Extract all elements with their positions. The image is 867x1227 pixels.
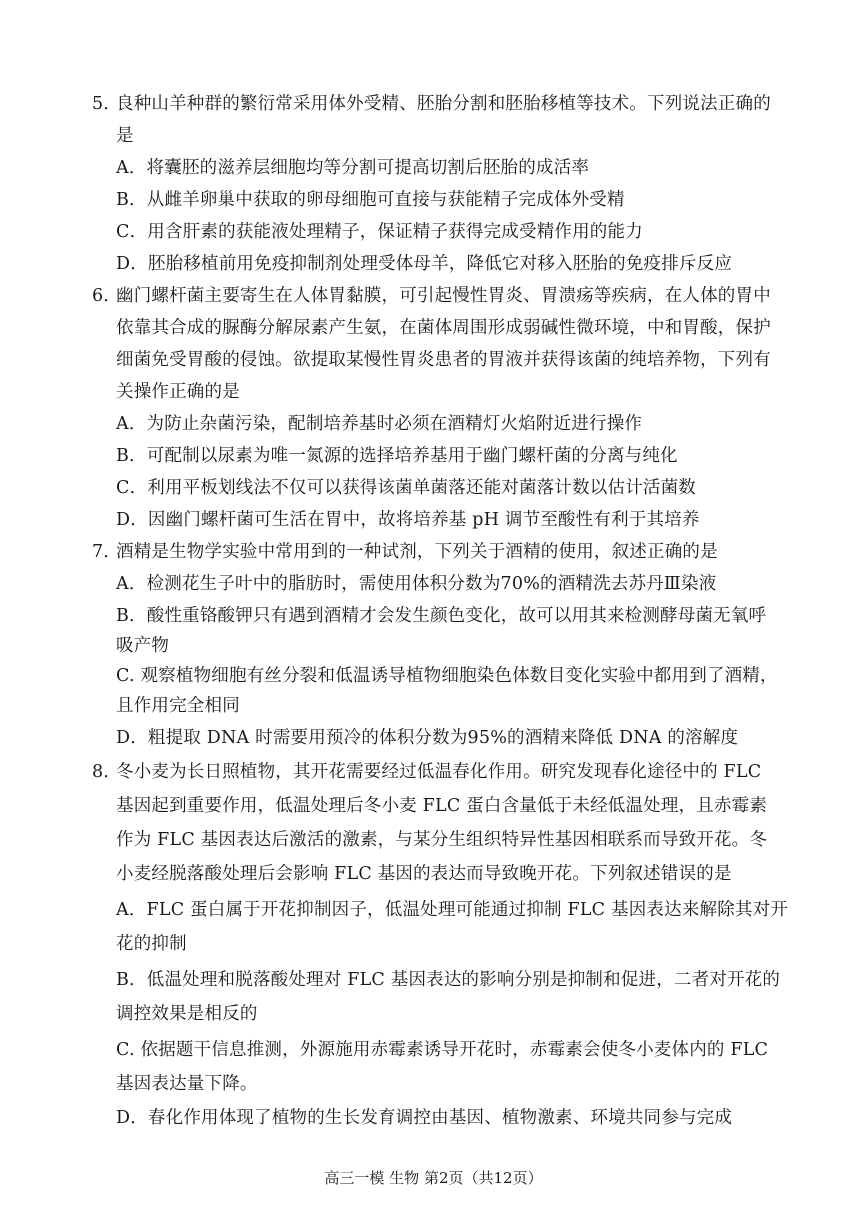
question-8-option-c-line-2: 基因表达量下降。	[116, 1074, 258, 1094]
question-7-option-d: D．粗提取 DNA 时需要用预冷的体积分数为95%的酒精来降低 DNA 的溶解度	[116, 728, 739, 748]
question-7-option-a: A．检测花生子叶中的脂肪时，需使用体积分数为70%的酒精洗去苏丹Ⅲ染液	[116, 574, 717, 594]
question-7-option-b-line-2: 吸产物	[116, 636, 170, 656]
question-5-option-b: B．从雌羊卵巢中获取的卵母细胞可直接与获能精子完成体外受精	[116, 190, 625, 210]
question-8-option-b-line-1: B．低温处理和脱落酸处理对 FLC 基因表达的影响分别是抑制和促进，二者对开花的	[116, 970, 781, 990]
question-8-option-c-line-1: C. 依据题干信息推测，外源施用赤霉素诱导开花时，赤霉素会使冬小麦体内的 FLC	[116, 1040, 769, 1060]
question-7-number: 7．	[92, 542, 122, 562]
question-8-stem-line-4: 小麦经脱落酸处理后会影响 FLC 基因的表达而导致晚开花。下列叙述错误的是	[116, 864, 732, 884]
question-7-option-c-line-1: C. 观察植物细胞有丝分裂和低温诱导植物细胞染色体数目变化实验中都用到了酒精，	[116, 666, 778, 686]
question-7-option-b-line-1: B．酸性重铬酸钾只有遇到酒精才会发生颜色变化，故可以用其来检测酵母菌无氧呼	[116, 606, 767, 626]
question-8-option-a-line-1: A．FLC 蛋白属于开花抑制因子，低温处理可能通过抑制 FLC 基因表达来解除其对开	[116, 900, 789, 920]
question-6-stem-line-3: 细菌免受胃酸的侵蚀。欲提取某慢性胃炎患者的胃液并获得该菌的纯培养物，下列有	[116, 350, 771, 370]
page-footer: 高三一模 生物 第2页（共12页）	[324, 1169, 543, 1187]
question-5-option-c: C．用含肝素的获能液处理精子，保证精子获得完成受精作用的能力	[116, 222, 643, 242]
question-6-stem-line-1: 幽门螺杆菌主要寄生在人体胃黏膜，可引起慢性胃炎、胃溃疡等疾病，在人体的胃中	[116, 286, 771, 306]
question-8-option-a-line-2: 花的抑制	[116, 934, 187, 954]
question-5-option-d: D．胚胎移植前用免疫抑制剂处理受体母羊，降低它对移入胚胎的免疫排斥反应	[116, 254, 733, 274]
question-5-stem-line-1: 良种山羊种群的繁衍常采用体外受精、胚胎分割和胚胎移植等技术。下列说法正确的	[116, 94, 771, 114]
question-6-option-b: B．可配制以尿素为唯一氮源的选择培养基用于幽门螺杆菌的分离与纯化	[116, 446, 678, 466]
question-5-number: 5．	[92, 94, 122, 114]
question-5-option-a: A．将囊胚的滋养层细胞均等分割可提高切割后胚胎的成活率	[116, 158, 590, 178]
question-8-stem-line-2: 基因起到重要作用，低温处理后冬小麦 FLC 蛋白含量低于未经低温处理，且赤霉素	[116, 796, 768, 816]
question-6-option-d: D．因幽门螺杆菌可生活在胃中，故将培养基 pH 调节至酸性有利于其培养	[116, 510, 700, 530]
question-5-stem-line-2: 是	[116, 126, 134, 146]
question-8-option-d: D．春化作用体现了植物的生长发育调控由基因、植物激素、环境共同参与完成	[116, 1108, 733, 1128]
question-8-stem-line-1: 冬小麦为长日照植物，其开花需要经过低温春化作用。研究发现春化途径中的 FLC	[116, 762, 762, 782]
question-6-option-c: C．利用平板划线法不仅可以获得该菌单菌落还能对菌落计数以估计活菌数	[116, 478, 696, 498]
question-8-option-b-line-2: 调控效果是相反的	[116, 1004, 258, 1024]
question-8-stem-line-3: 作为 FLC 基因表达后激活的激素，与某分生组织特异性基因相联系而导致开花。冬	[116, 830, 768, 850]
question-6-option-a: A．为防止杂菌污染，配制培养基时必须在酒精灯火焰附近进行操作	[116, 414, 643, 434]
question-6-stem-line-2: 依靠其合成的脲酶分解尿素产生氨，在菌体周围形成弱碱性微环境，中和胃酸，保护	[116, 318, 771, 338]
question-6-stem-line-4: 关操作正确的是	[116, 382, 240, 402]
question-6-number: 6．	[92, 286, 122, 306]
question-8-number: 8．	[92, 762, 122, 782]
question-7-stem-line-1: 酒精是生物学实验中常用到的一种试剂，下列关于酒精的使用，叙述正确的是	[116, 542, 718, 562]
question-7-option-c-line-2: 且作用完全相同	[116, 696, 240, 716]
